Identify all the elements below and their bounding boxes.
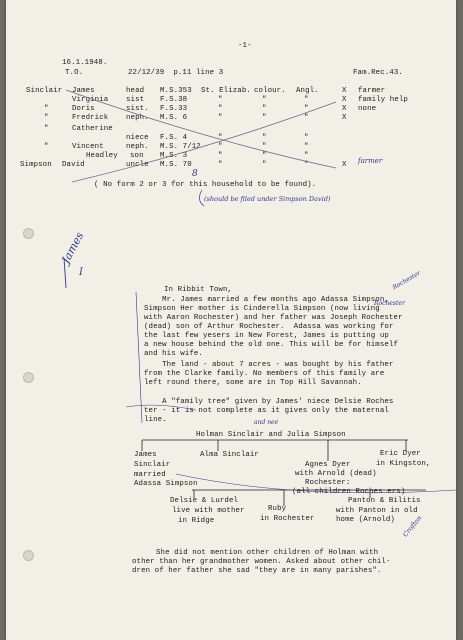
handwritten-crofton: Crofton [401,514,424,539]
handwritten-rochester-top: Rochester [391,269,422,292]
record-ref: 22/12/39 p.11 line 3 [128,69,224,77]
initials: T.O. [65,69,84,77]
page-number: -1- [238,42,252,50]
handwritten-age-fix: 8 [192,169,198,179]
no-form-note: ( No form 2 or 3 for this household to be found). [94,181,317,189]
handwritten-margin-mark: I [79,267,83,278]
handwritten-file-under: (should be filed under Simpson David) [204,195,331,203]
handwritten-farmer: farmer [358,157,383,165]
date: 16.1.1948. [62,59,108,67]
family-record: Fam.Rec.43. [353,69,403,77]
handwritten-margin-name: James [59,229,87,266]
handwritten-nee: and nee [254,419,279,426]
tree-root: Holman Sinclair and Julia Simpson [196,431,346,439]
document-page: -1- 16.1.1948. T.O. 22/12/39 p.11 line 3 Fam.Rec.43. Sinclair James head M.S.353 St. Elizab. colour. Angl. X farmer Virginia sist F.S.38 " " " X family help " Doris sist. F.S.33 " " " X none " Fredrick neph. M.S. 6 " " " X " Catherine niece F.S. 4 " " " " Vincent neph. M.S. 7/12 " " " Headley son M.S. 3 " " " Simpson David uncle M.S. 70 " " " X farmer 8 ( No form 2 or 3 for this household to be found). (should be filed under Simpson David) James I In Ribbit Town, Mr. James married a few months ago Adassa Simpson, Simpson Her mother is Cinderella Simpson (now living with Aaron Rochester) and her father was Joseph Rochester (dead) son of Arthur Rochester. Adassa was working for the last few yesers in New Forest, James is putting up a new house behind the old one. This will be for himself and his wife. The land - about 7 acres - was bought by his father from the Clarke family. No members of this family are left round there, some are in Top Hill Savannah. A "family tree" given by James' niece Delsie Roches ter - it is not complete as it gives only the maternal line. Rochester Rochester and nee Holman Sinclair and Julia Simpson James Sinclair married Adassa Simpson Alma Sinclair Agnes Dyer with Arnold (dead) Rochester: (all children Roches ers) Eric Dyer in Kingston, Delsie & Lurdel live with mother in Ridge Ruby in Rochester Panton & Bilitis with Panton in old home (Arnold) Crofton She did not mention other children of Holman with other than her grandmother women. Asked about other chil- dren of her father she sad "they are in many parishes". [6,0,456,640]
handwritten-rochester-below: Rochester [374,300,405,307]
handwritten-marks [6,0,456,640]
